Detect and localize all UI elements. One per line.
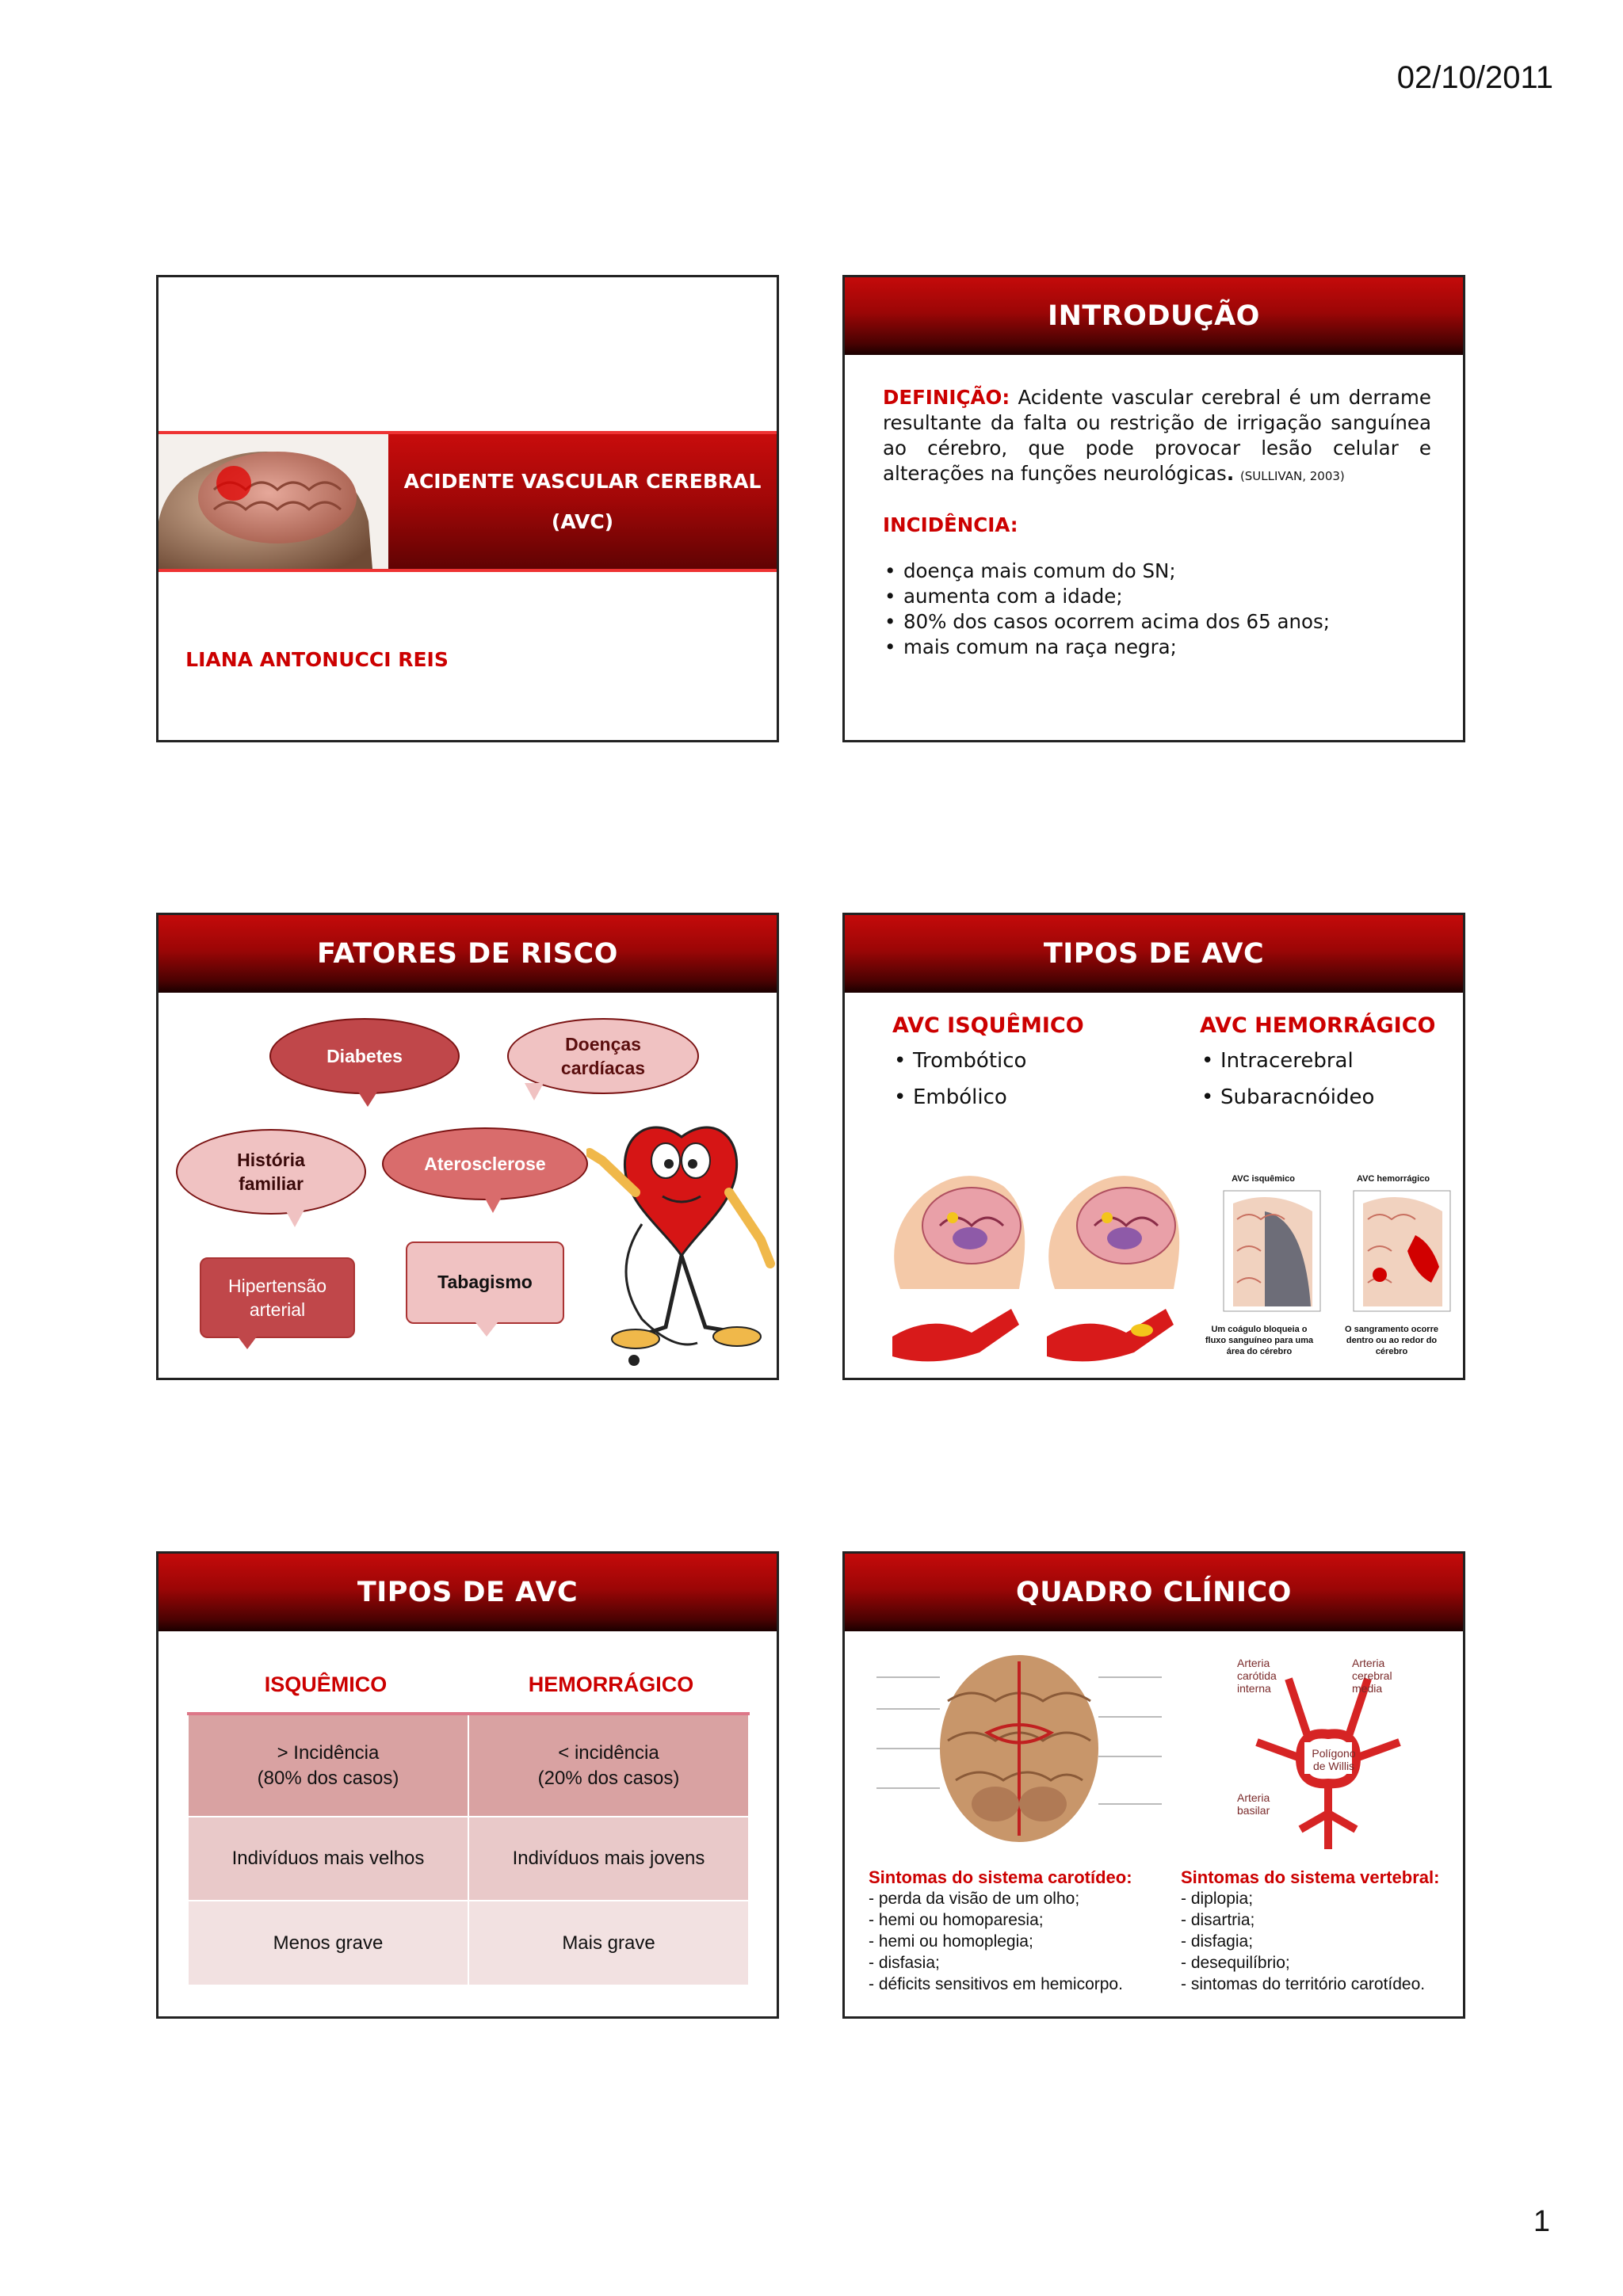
list-item: - disartria; xyxy=(1181,1911,1255,1929)
page-date: 02/10/2011 xyxy=(1396,60,1553,95)
bubble-label: Tabagismo xyxy=(437,1272,533,1292)
bubble-label: Doenças cardíacas xyxy=(560,1034,646,1078)
definition-end: . xyxy=(1226,462,1235,485)
list-item: - diplopia; xyxy=(1181,1890,1254,1908)
reference: (SULLIVAN, 2003) xyxy=(1239,469,1345,483)
hemorrhagic-diagram-title: AVC hemorrágico xyxy=(1356,1174,1430,1184)
slide-header xyxy=(158,1554,777,1631)
list-item: • 80% dos casos ocorrem acima dos 65 anos; xyxy=(883,609,1431,635)
vertebral-symptoms xyxy=(1181,1867,1439,1995)
incidence-label: INCIDÊNCIA: xyxy=(883,513,1018,536)
title-band xyxy=(158,431,777,572)
bubble-diabetes xyxy=(269,1018,460,1094)
table-cell: Mais grave xyxy=(468,1901,749,1985)
label-circle-of-willis: Polígono de Willis xyxy=(1312,1747,1356,1772)
bubble-label: História familiar xyxy=(237,1150,305,1194)
list-item: • Embólico xyxy=(892,1079,1084,1116)
list-item: • Trombótico xyxy=(892,1043,1084,1079)
slide-types-avc xyxy=(842,913,1465,1380)
bubble-family-history xyxy=(176,1129,366,1215)
bubble-label: Hipertensão arterial xyxy=(227,1276,327,1320)
list-item: - desequilíbrio; xyxy=(1181,1954,1290,1972)
slide-title: INTRODUÇÃO xyxy=(1048,300,1260,332)
label-internal-carotid: Arteria carótida interna xyxy=(1237,1657,1277,1695)
hemorrhagic-title: AVC HEMORRÁGICO xyxy=(1200,1013,1436,1038)
definition-text: Acidente vascular cerebral é um derrame resultante da falta ou restrição de irrigação sanguínea ao cérebro, que pode provocar lesão celular e alterações na funções neurológicas xyxy=(883,386,1431,485)
bubble-smoking xyxy=(406,1241,564,1324)
list-item: • Subaracnóideo xyxy=(1200,1079,1436,1116)
table-row xyxy=(188,1901,749,1985)
slide-title: FATORES DE RISCO xyxy=(317,938,618,970)
ischemic-title: AVC ISQUÊMICO xyxy=(892,1013,1084,1038)
brain-head-illustrations xyxy=(876,1162,1186,1376)
list-item: • mais comum na raça negra; xyxy=(883,635,1431,660)
list-item: - disfagia; xyxy=(1181,1932,1254,1951)
slide-header xyxy=(845,277,1463,355)
head-brain-image xyxy=(158,434,388,569)
ischemic-diagram-caption: Um coágulo bloqueia o fluxo sanguíneo para uma área do cérebro xyxy=(1205,1325,1314,1356)
bubble-atherosclerosis xyxy=(382,1127,588,1200)
list-item: - hemi ou homoparesia; xyxy=(869,1911,1044,1929)
slide-title xyxy=(156,275,779,742)
column-header-ischemic: ISQUÊMICO xyxy=(264,1672,388,1696)
incidence-list xyxy=(883,559,1431,660)
column-header-hemorrhagic: HEMORRÁGICO xyxy=(528,1672,694,1696)
slide-title: QUADRO CLÍNICO xyxy=(1016,1577,1292,1608)
bubble-tail xyxy=(525,1083,544,1100)
slide-clinical-picture xyxy=(842,1551,1465,2019)
carotid-symptoms-title: Sintomas do sistema carotídeo: xyxy=(869,1867,1132,1887)
list-item: - sintomas do território carotídeo. xyxy=(1181,1975,1426,1993)
comparison-table xyxy=(187,1712,750,1985)
definition-label: DEFINIÇÃO: xyxy=(883,386,1010,409)
list-item: - déficits sensitivos em hemicorpo. xyxy=(869,1975,1123,1993)
heart-character-illustration xyxy=(586,1105,777,1367)
list-item: - perda da visão de um olho; xyxy=(869,1890,1080,1908)
table-cell: < incidência (20% dos casos) xyxy=(468,1714,749,1817)
ischemic-diagram-title: AVC isquêmico xyxy=(1232,1174,1295,1184)
bubble-label: Aterosclerose xyxy=(424,1154,546,1174)
list-item: • aumenta com a idade; xyxy=(883,584,1431,609)
slide-header xyxy=(845,1554,1463,1631)
author-name: LIANA ANTONUCCI REIS xyxy=(185,648,449,671)
label-middle-cerebral: Arteria cerebral media xyxy=(1352,1657,1392,1695)
table-cell: Menos grave xyxy=(188,1901,468,1985)
hemorrhagic-column xyxy=(1200,1013,1436,1116)
list-item: - disfasia; xyxy=(869,1954,940,1972)
bubble-tail xyxy=(357,1089,379,1107)
carotid-symptoms xyxy=(869,1867,1132,1995)
presentation-title: ACIDENTE VASCULAR CEREBRAL xyxy=(403,470,762,493)
vertebral-symptoms-title: Sintomas do sistema vertebral: xyxy=(1181,1867,1440,1887)
presentation-subtitle: (AVC) xyxy=(551,510,614,533)
slide-risk-factors xyxy=(156,913,779,1380)
slide-header xyxy=(845,915,1463,993)
table-row xyxy=(188,1817,749,1901)
table-cell: Indivíduos mais velhos xyxy=(188,1817,468,1901)
bubble-tail xyxy=(285,1210,304,1227)
list-item: • doença mais comum do SN; xyxy=(883,559,1431,584)
intro-body xyxy=(883,385,1431,660)
slide-title: TIPOS DE AVC xyxy=(357,1577,579,1608)
title-text xyxy=(388,434,777,569)
bubble-tail xyxy=(483,1196,502,1213)
slide-title: TIPOS DE AVC xyxy=(1043,938,1265,970)
brain-base-arteries-illustration xyxy=(869,1646,1170,1852)
bubble-tail xyxy=(475,1322,498,1337)
bubble-label: Diabetes xyxy=(327,1046,403,1066)
brain-section-diagrams xyxy=(1217,1188,1455,1314)
bubble-tail xyxy=(238,1337,257,1349)
ischemic-column xyxy=(892,1013,1084,1116)
slide-types-comparison xyxy=(156,1551,779,2019)
page-number: 1 xyxy=(1533,2205,1550,2238)
hemorrhagic-diagram-caption: O sangramento ocorre dentro ou ao redor do cérebro xyxy=(1345,1325,1438,1356)
list-item: - hemi ou homoplegia; xyxy=(869,1932,1033,1951)
table-row xyxy=(188,1714,749,1817)
definition-paragraph xyxy=(883,385,1431,489)
slide-header xyxy=(158,915,777,993)
label-basilar: Arteria basilar xyxy=(1237,1791,1270,1817)
table-cell: > Incidência (80% dos casos) xyxy=(188,1714,468,1817)
slide-introduction xyxy=(842,275,1465,742)
list-item: • Intracerebral xyxy=(1200,1043,1436,1079)
table-cell: Indivíduos mais jovens xyxy=(468,1817,749,1901)
bubble-hypertension xyxy=(200,1257,355,1338)
